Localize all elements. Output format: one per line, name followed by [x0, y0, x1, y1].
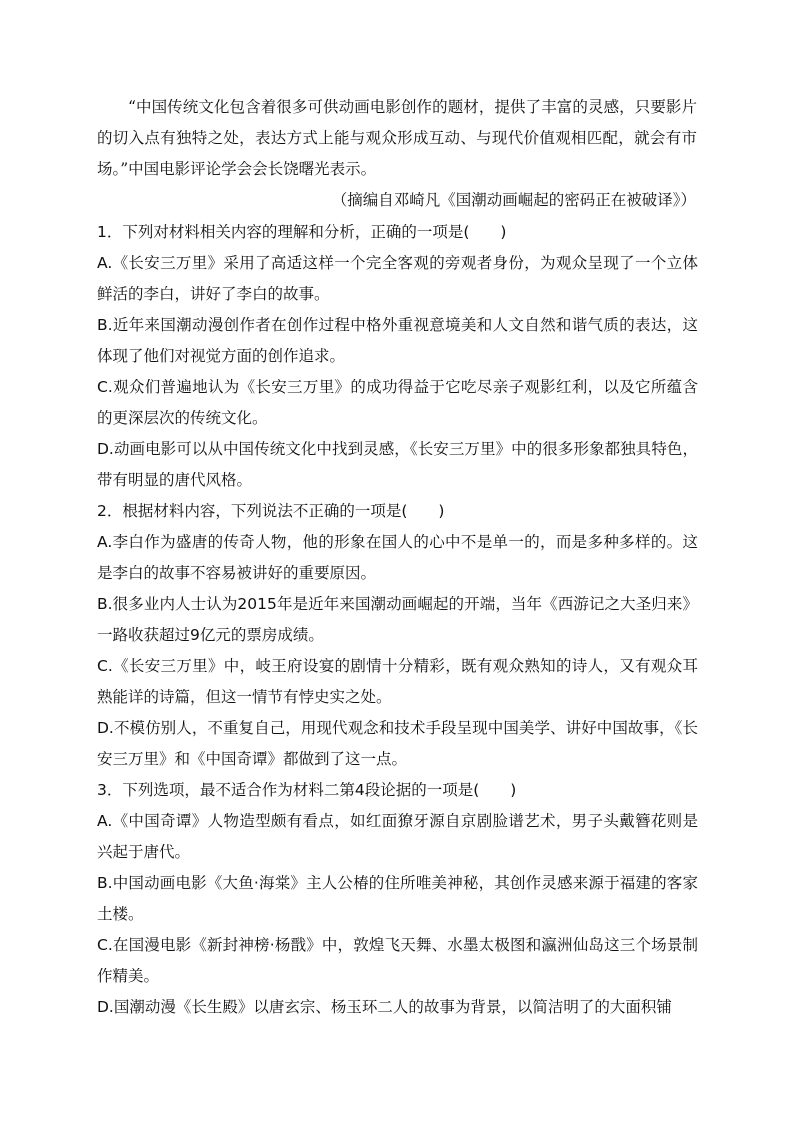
- question-stem: 2．根据材料内容，下列说法不正确的一项是( ): [97, 502, 445, 520]
- option-a: A.李白作为盛唐的传奇人物，他的形象在国人的心中不是单一的，而是多种多样的。这是李白的故事不容易被讲好的重要原因。: [97, 533, 698, 582]
- question-stem: 3．下列选项，最不适合作为材料二第4段论据的一项是( ): [97, 781, 517, 799]
- option-d: D.不模仿别人，不重复自己，用现代观念和技术手段呈现中国美学、讲好中国故事，《长安三万里》和《中国奇谭》都做到了这一点。: [97, 719, 698, 768]
- question-list: [97, 217, 698, 1023]
- option-b: B.中国动画电影《大鱼·海棠》主人公椿的住所唯美神秘，其创作灵感来源于福建的客家土楼。: [97, 874, 698, 923]
- question-stem: 1．下列对材料相关内容的理解和分析，正确的一项是( ): [97, 223, 507, 241]
- option-b: B.很多业内人士认为2015年是近年来国潮动画崛起的开端，当年《西游记之大圣归来》一路收获超过9亿元的票房成绩。: [97, 595, 698, 644]
- question-2: [97, 496, 698, 775]
- option-d: D.国潮动漫《长生殿》以唐玄宗、杨玉环二人的故事为背景，以简洁明了的大面积铺: [97, 998, 672, 1016]
- option-a: A.《长安三万里》采用了高适这样一个完全客观的旁观者身份，为观众呈现了一个立体鲜活的李白，讲好了李白的故事。: [97, 254, 698, 303]
- passage-source: （摘编自邓崎凡《国潮动画崛起的密码正在被破译》）: [331, 191, 696, 209]
- question-1: [97, 217, 698, 496]
- passage-paragraph: “中国传统文化包含着很多可供动画电影创作的题材，提供了丰富的灵感，只要影片的切入点有独特之处，表达方式上能与观众形成互动、与现代价值观相匹配，就会有市场。”中国电影评论学会会长饶曙光表示。: [97, 98, 697, 178]
- option-a: A.《中国奇谭》人物造型颇有看点，如红面獠牙源自京剧脸谱艺术，男子头戴簪花则是兴起于唐代。: [97, 812, 698, 861]
- option-c: C.观众们普遍地认为《长安三万里》的成功得益于它吃尽亲子观影红利，以及它所蕴含的更深层次的传统文化。: [97, 378, 698, 427]
- option-b: B.近年来国潮动漫创作者在创作过程中格外重视意境美和人文自然和谐气质的表达，这体现了他们对视觉方面的创作追求。: [97, 316, 698, 365]
- option-d: D.动画电影可以从中国传统文化中找到灵感，《长安三万里》中的很多形象都独具特色，带有明显的唐代风格。: [97, 440, 698, 489]
- option-c: C.在国漫电影《新封神榜·杨戬》中，敦煌飞天舞、水墨太极图和瀛洲仙岛这三个场景制作精美。: [97, 936, 698, 985]
- option-c: C.《长安三万里》中，岐王府设宴的剧情十分精彩，既有观众熟知的诗人，又有观众耳熟能详的诗篇，但这一情节有悖史实之处。: [97, 657, 698, 706]
- question-3: [97, 775, 698, 1023]
